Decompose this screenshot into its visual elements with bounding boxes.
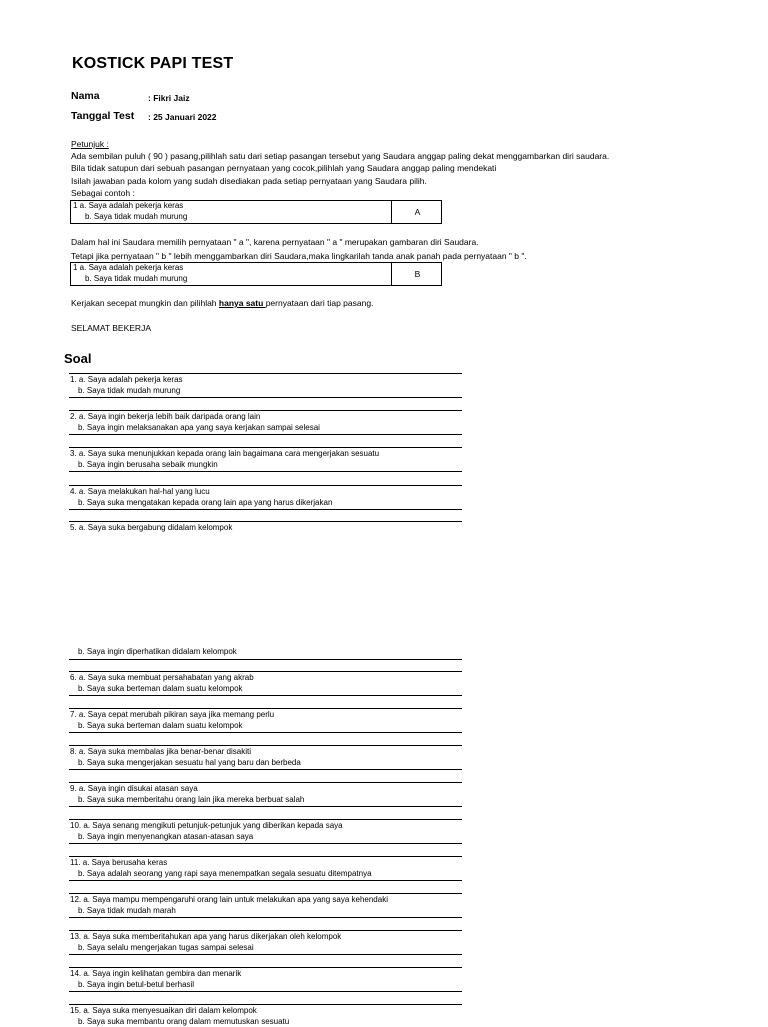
option-a[interactable]: 12. a. Saya mampu mempengaruhi orang lain untuk melakukan apa yang saya kehendaki xyxy=(70,895,388,904)
option-a[interactable]: 3. a. Saya suka menunjukkan kepada orang lain bagaimana cara mengerjakan sesuatu xyxy=(70,449,380,458)
option-a[interactable]: 6. a. Saya suka membuat persahabatan yang akrab xyxy=(70,673,254,682)
instruction-line: Dalam hal ini Saudara memilih pernyataan " a ", karena pernyataan " a " merupakan gambaran diri Saudara. xyxy=(71,237,479,247)
option-b[interactable]: b. Saya ingin melaksanakan apa yang saya kerjakan sampai selesai xyxy=(78,423,320,432)
option-b[interactable]: b. Saya ingin diperhatikan didalam kelompok xyxy=(78,647,237,656)
option-b[interactable]: b. Saya tidak mudah marah xyxy=(78,906,176,915)
question-row xyxy=(69,782,462,807)
option-a[interactable]: 4. a. Saya melakukan hal-hal yang lucu xyxy=(70,487,210,496)
question-row xyxy=(69,671,462,696)
option-a[interactable]: 7. a. Saya cepat merubah pikiran saya jika memang perlu xyxy=(70,710,275,719)
closing-text: SELAMAT BEKERJA xyxy=(71,323,151,333)
example-box-b xyxy=(70,262,442,286)
instruction-line: Isilah jawaban pada kolom yang sudah disediakan pada setiap pernyataan yang Saudara pilih. xyxy=(71,176,427,186)
question-row xyxy=(69,819,462,844)
final-instruction-post: pernyataan dari tiap pasang. xyxy=(265,298,374,308)
option-a[interactable]: 13. a. Saya suka memberitahukan apa yang harus dikerjakan oleh kelompok xyxy=(70,932,342,941)
option-a[interactable]: 9. a. Saya ingin disukai atasan saya xyxy=(70,784,198,793)
option-a[interactable]: 8. a. Saya suka membalas jika benar-benar disakiti xyxy=(70,747,251,756)
nama-label: Nama xyxy=(71,90,100,102)
tanggal-value: : 25 Januari 2022 xyxy=(148,112,217,122)
example-statements xyxy=(71,201,391,223)
instruction-line: Sebagai contoh : xyxy=(71,188,135,198)
option-b[interactable]: b. Saya adalah seorang yang rapi saya menempatkan segala sesuatu ditempatnya xyxy=(78,869,372,878)
final-instruction-emphasis: hanya satu xyxy=(218,298,266,308)
instructions-heading: Petunjuk : xyxy=(71,139,109,149)
option-b[interactable]: b. Saya suka membantu orang dalam memutuskan sesuatu xyxy=(78,1017,290,1026)
option-a[interactable]: 1. a. Saya adalah pekerja keras xyxy=(70,375,183,384)
question-row xyxy=(69,1004,462,1024)
option-b[interactable]: b. Saya suka berteman dalam suatu kelompok xyxy=(78,721,243,730)
example-statements xyxy=(71,263,391,285)
option-b[interactable]: b. Saya tidak mudah murung xyxy=(78,386,181,395)
question-row xyxy=(69,373,462,398)
question-row xyxy=(69,447,462,472)
question-row xyxy=(69,893,462,918)
option-a[interactable]: 10. a. Saya senang mengikuti petunjuk-petunjuk yang diberikan kepada saya xyxy=(70,821,343,830)
soal-heading: Soal xyxy=(64,351,92,366)
option-b[interactable]: b. Saya selalu mengerjakan tugas sampai selesai xyxy=(78,943,254,952)
question-row xyxy=(69,708,462,733)
option-a[interactable]: 11. a. Saya berusaha keras xyxy=(70,858,168,867)
page-title: KOSTICK PAPI TEST xyxy=(72,55,234,72)
final-instruction xyxy=(71,297,373,309)
option-b[interactable]: b. Saya ingin berusaha sebaik mungkin xyxy=(78,460,218,469)
question-row xyxy=(69,930,462,955)
option-b[interactable]: b. Saya suka berteman dalam suatu kelompok xyxy=(78,684,243,693)
example-answer-cell: B xyxy=(391,263,443,285)
instruction-line: Bila tidak satupun dari sebuah pasangan pernyataan yang cocok,pilihlah yang Saudara anggap paling mendekati xyxy=(71,163,497,173)
question-row xyxy=(69,485,462,510)
final-instruction-pre: Kerjakan secepat mungkin dan pilihlah xyxy=(71,298,219,308)
instruction-line: Tetapi jika pernyataan " b " lebih menggambarkan diri Saudara,maka lingkarilah tanda anak panah pada pernyataan " b ". xyxy=(71,251,527,261)
example-line-a: 1 a. Saya adalah pekerja keras xyxy=(73,201,184,210)
option-b[interactable]: b. Saya ingin menyenangkan atasan-atasan saya xyxy=(78,832,254,841)
nama-value: : Fikri Jaiz xyxy=(148,93,190,103)
option-b[interactable]: b. Saya suka mengerjakan sesuatu hal yang baru dan berbeda xyxy=(78,758,301,767)
example-answer-cell: A xyxy=(391,201,443,223)
option-b[interactable]: b. Saya ingin betul-betul berhasil xyxy=(78,980,195,989)
option-b[interactable]: b. Saya suka mengatakan kepada orang lain apa yang harus dikerjakan xyxy=(78,498,333,507)
example-line-a: 1 a. Saya adalah pekerja keras xyxy=(73,263,184,272)
divider xyxy=(69,659,462,660)
option-b[interactable]: b. Saya suka memberitahu orang lain jika mereka berbuat salah xyxy=(78,795,305,804)
example-box-a xyxy=(70,200,442,224)
question-row xyxy=(69,967,462,992)
option-a[interactable]: 5. a. Saya suka bergabung didalam kelompok xyxy=(70,523,233,532)
option-a[interactable]: 14. a. Saya ingin kelihatan gembira dan menarik xyxy=(70,969,242,978)
question-row xyxy=(69,856,462,881)
question-row xyxy=(69,410,462,435)
divider xyxy=(69,521,462,522)
example-line-b: b. Saya tidak mudah murung xyxy=(85,274,188,283)
instruction-line: Ada sembilan puluh ( 90 ) pasang,pilihlah satu dari setiap pasangan tersebut yang Saudara anggap paling dekat menggambarkan diri saudara. xyxy=(71,151,610,161)
option-a[interactable]: 15. a. Saya suka menyesuaikan diri dalam kelompok xyxy=(70,1006,257,1015)
option-a[interactable]: 2. a. Saya ingin bekerja lebih baik daripada orang lain xyxy=(70,412,261,421)
tanggal-label: Tanggal Test xyxy=(71,110,135,122)
question-row xyxy=(69,745,462,770)
example-line-b: b. Saya tidak mudah murung xyxy=(85,212,188,221)
